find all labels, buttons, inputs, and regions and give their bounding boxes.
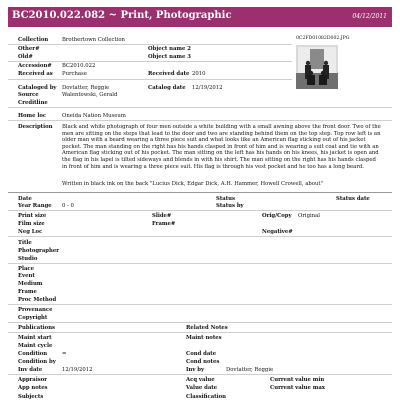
description-note: Written in black ink on the back "Lucius Dick, Edgar Dick, A.H. Hammer, Howell Crowell, about" bbox=[62, 181, 323, 187]
divider bbox=[8, 332, 392, 333]
date-label: Date bbox=[18, 196, 32, 202]
home-loc-label: Home loc bbox=[18, 113, 47, 119]
neg-loc-label: Neg Loc bbox=[18, 229, 43, 235]
cataloged-by-value: Dovtatter, Reggie bbox=[62, 85, 110, 91]
description-text: Black and white photograph of four men outside a white building with a small awning above the front door. Two of the men are sitting on the steps that lead to the door and two are standing behind them on the top step. Top row left is an older man with a beard wearing a three piece suit and what looks like an American flag sticking out of his jacket pocket. The man standing on the right has his hands clasped in front of him and is wearing a suit coat and tie with an American flag sticking out of his pocket. The man sitting on the left has his hands on his knees, his jacket is open and the flag in his lapel is tilted sideways and blends in with his shirt. The man sitting on the right has his hands clasped in front of him and is wearing a three piece suit. His flag is through his vest pocket and he too has a long beard. bbox=[62, 124, 381, 170]
divider bbox=[8, 210, 392, 211]
cond-notes-label: Cond notes bbox=[186, 359, 220, 365]
frame-label: Frame bbox=[18, 289, 37, 295]
appraisor-label: Appraisor bbox=[18, 377, 48, 383]
divider bbox=[8, 79, 292, 80]
print-size-label: Print size bbox=[18, 213, 47, 219]
divider bbox=[8, 322, 392, 323]
catalog-date-label: Catalog date bbox=[148, 85, 186, 91]
photograph-thumbnail[interactable] bbox=[296, 45, 338, 89]
home-loc-value: Oneida Nation Museum bbox=[62, 113, 126, 119]
record-print-date: 04/12/2011 bbox=[352, 13, 387, 20]
inv-by-label: Inv by bbox=[186, 367, 205, 373]
publications-label: Publications bbox=[18, 325, 56, 331]
app-notes-label: App notes bbox=[18, 385, 48, 391]
cataloged-by-label: Cataloged by bbox=[18, 85, 57, 91]
inv-date-label: Inv date bbox=[18, 367, 43, 373]
subjects-label: Subjects bbox=[18, 394, 44, 400]
orig-copy-label: Orig/Copy bbox=[262, 213, 292, 219]
record-title: BC2010.022.082 ~ Print, Photographic bbox=[12, 10, 232, 21]
provenance-label: Provenance bbox=[18, 307, 53, 313]
studio-label: Studio bbox=[18, 256, 38, 262]
orig-copy-value: Original bbox=[298, 213, 320, 219]
status-label: Status bbox=[216, 196, 235, 202]
inv-date-value: 12/19/2012 bbox=[62, 367, 93, 373]
medium-label: Medium bbox=[18, 281, 43, 287]
divider bbox=[8, 61, 292, 62]
received-date-value: 2010 bbox=[192, 71, 206, 77]
received-as-label: Received as bbox=[18, 71, 53, 77]
acq-value-label: Acq value bbox=[186, 377, 215, 383]
catalog-date-value: 12/19/2012 bbox=[192, 85, 223, 91]
divider bbox=[8, 236, 392, 237]
inv-by-value: Dovtatter, Reggie bbox=[226, 367, 274, 373]
proc-method-label: Proc Method bbox=[18, 297, 57, 303]
accession-label: Accession# bbox=[18, 63, 52, 69]
maint-notes-label: Maint notes bbox=[186, 335, 222, 341]
title-label: Title bbox=[18, 240, 32, 246]
object-name-2-label: Object name 2 bbox=[148, 46, 191, 52]
received-date-label: Received date bbox=[148, 71, 190, 77]
current-value-max-label: Current value max bbox=[270, 385, 325, 391]
related-notes-label: Related Notes bbox=[186, 325, 228, 331]
collection-value: Brothertown Collection bbox=[62, 37, 125, 43]
source-value: Walentowski, Gerald bbox=[62, 92, 118, 98]
current-value-min-label: Current value min bbox=[270, 377, 325, 383]
maint-start-label: Maint start bbox=[18, 335, 52, 341]
film-size-label: Film size bbox=[18, 221, 45, 227]
divider bbox=[8, 120, 392, 121]
accession-value: BC2010.022 bbox=[62, 63, 96, 69]
maint-cycle-label: Maint cycle bbox=[18, 343, 53, 349]
collection-label: Collection bbox=[18, 37, 49, 43]
frame-number-label: Frame# bbox=[152, 221, 176, 227]
year-range-label: Year Range bbox=[18, 203, 52, 209]
old-number-label: Old# bbox=[18, 54, 33, 60]
photographer-label: Photographer bbox=[18, 248, 59, 254]
source-label: Source bbox=[18, 92, 39, 98]
received-as-value: Purchase bbox=[62, 71, 87, 77]
condition-label: Condition bbox=[18, 351, 48, 357]
slide-number-label: Slide# bbox=[152, 213, 172, 219]
classification-label: Classification bbox=[186, 394, 226, 400]
divider bbox=[8, 107, 392, 108]
condition-value: = bbox=[62, 351, 67, 357]
copyright-label: Copyright bbox=[18, 315, 48, 321]
event-label: Event bbox=[18, 273, 35, 279]
divider bbox=[8, 374, 392, 375]
year-range-value: 0 - 0 bbox=[62, 203, 74, 209]
status-by-label: Status by bbox=[216, 203, 244, 209]
record-header-banner bbox=[8, 7, 392, 27]
place-label: Place bbox=[18, 266, 35, 272]
divider bbox=[8, 44, 292, 45]
status-date-label: Status date bbox=[336, 196, 370, 202]
value-date-label: Value date bbox=[186, 385, 218, 391]
description-label: Description bbox=[18, 124, 53, 130]
creditline-label: Creditline bbox=[18, 100, 48, 106]
condition-by-label: Condition by bbox=[18, 359, 56, 365]
image-filename: 0C2FD01082D002.JPG bbox=[296, 36, 350, 41]
other-number-label: Other# bbox=[18, 46, 40, 52]
object-name-3-label: Object name 3 bbox=[148, 54, 191, 60]
negative-number-label: Negative# bbox=[262, 229, 293, 235]
divider bbox=[8, 263, 392, 264]
cond-date-label: Cond date bbox=[186, 351, 217, 357]
section-divider bbox=[8, 192, 392, 193]
divider bbox=[8, 304, 392, 305]
